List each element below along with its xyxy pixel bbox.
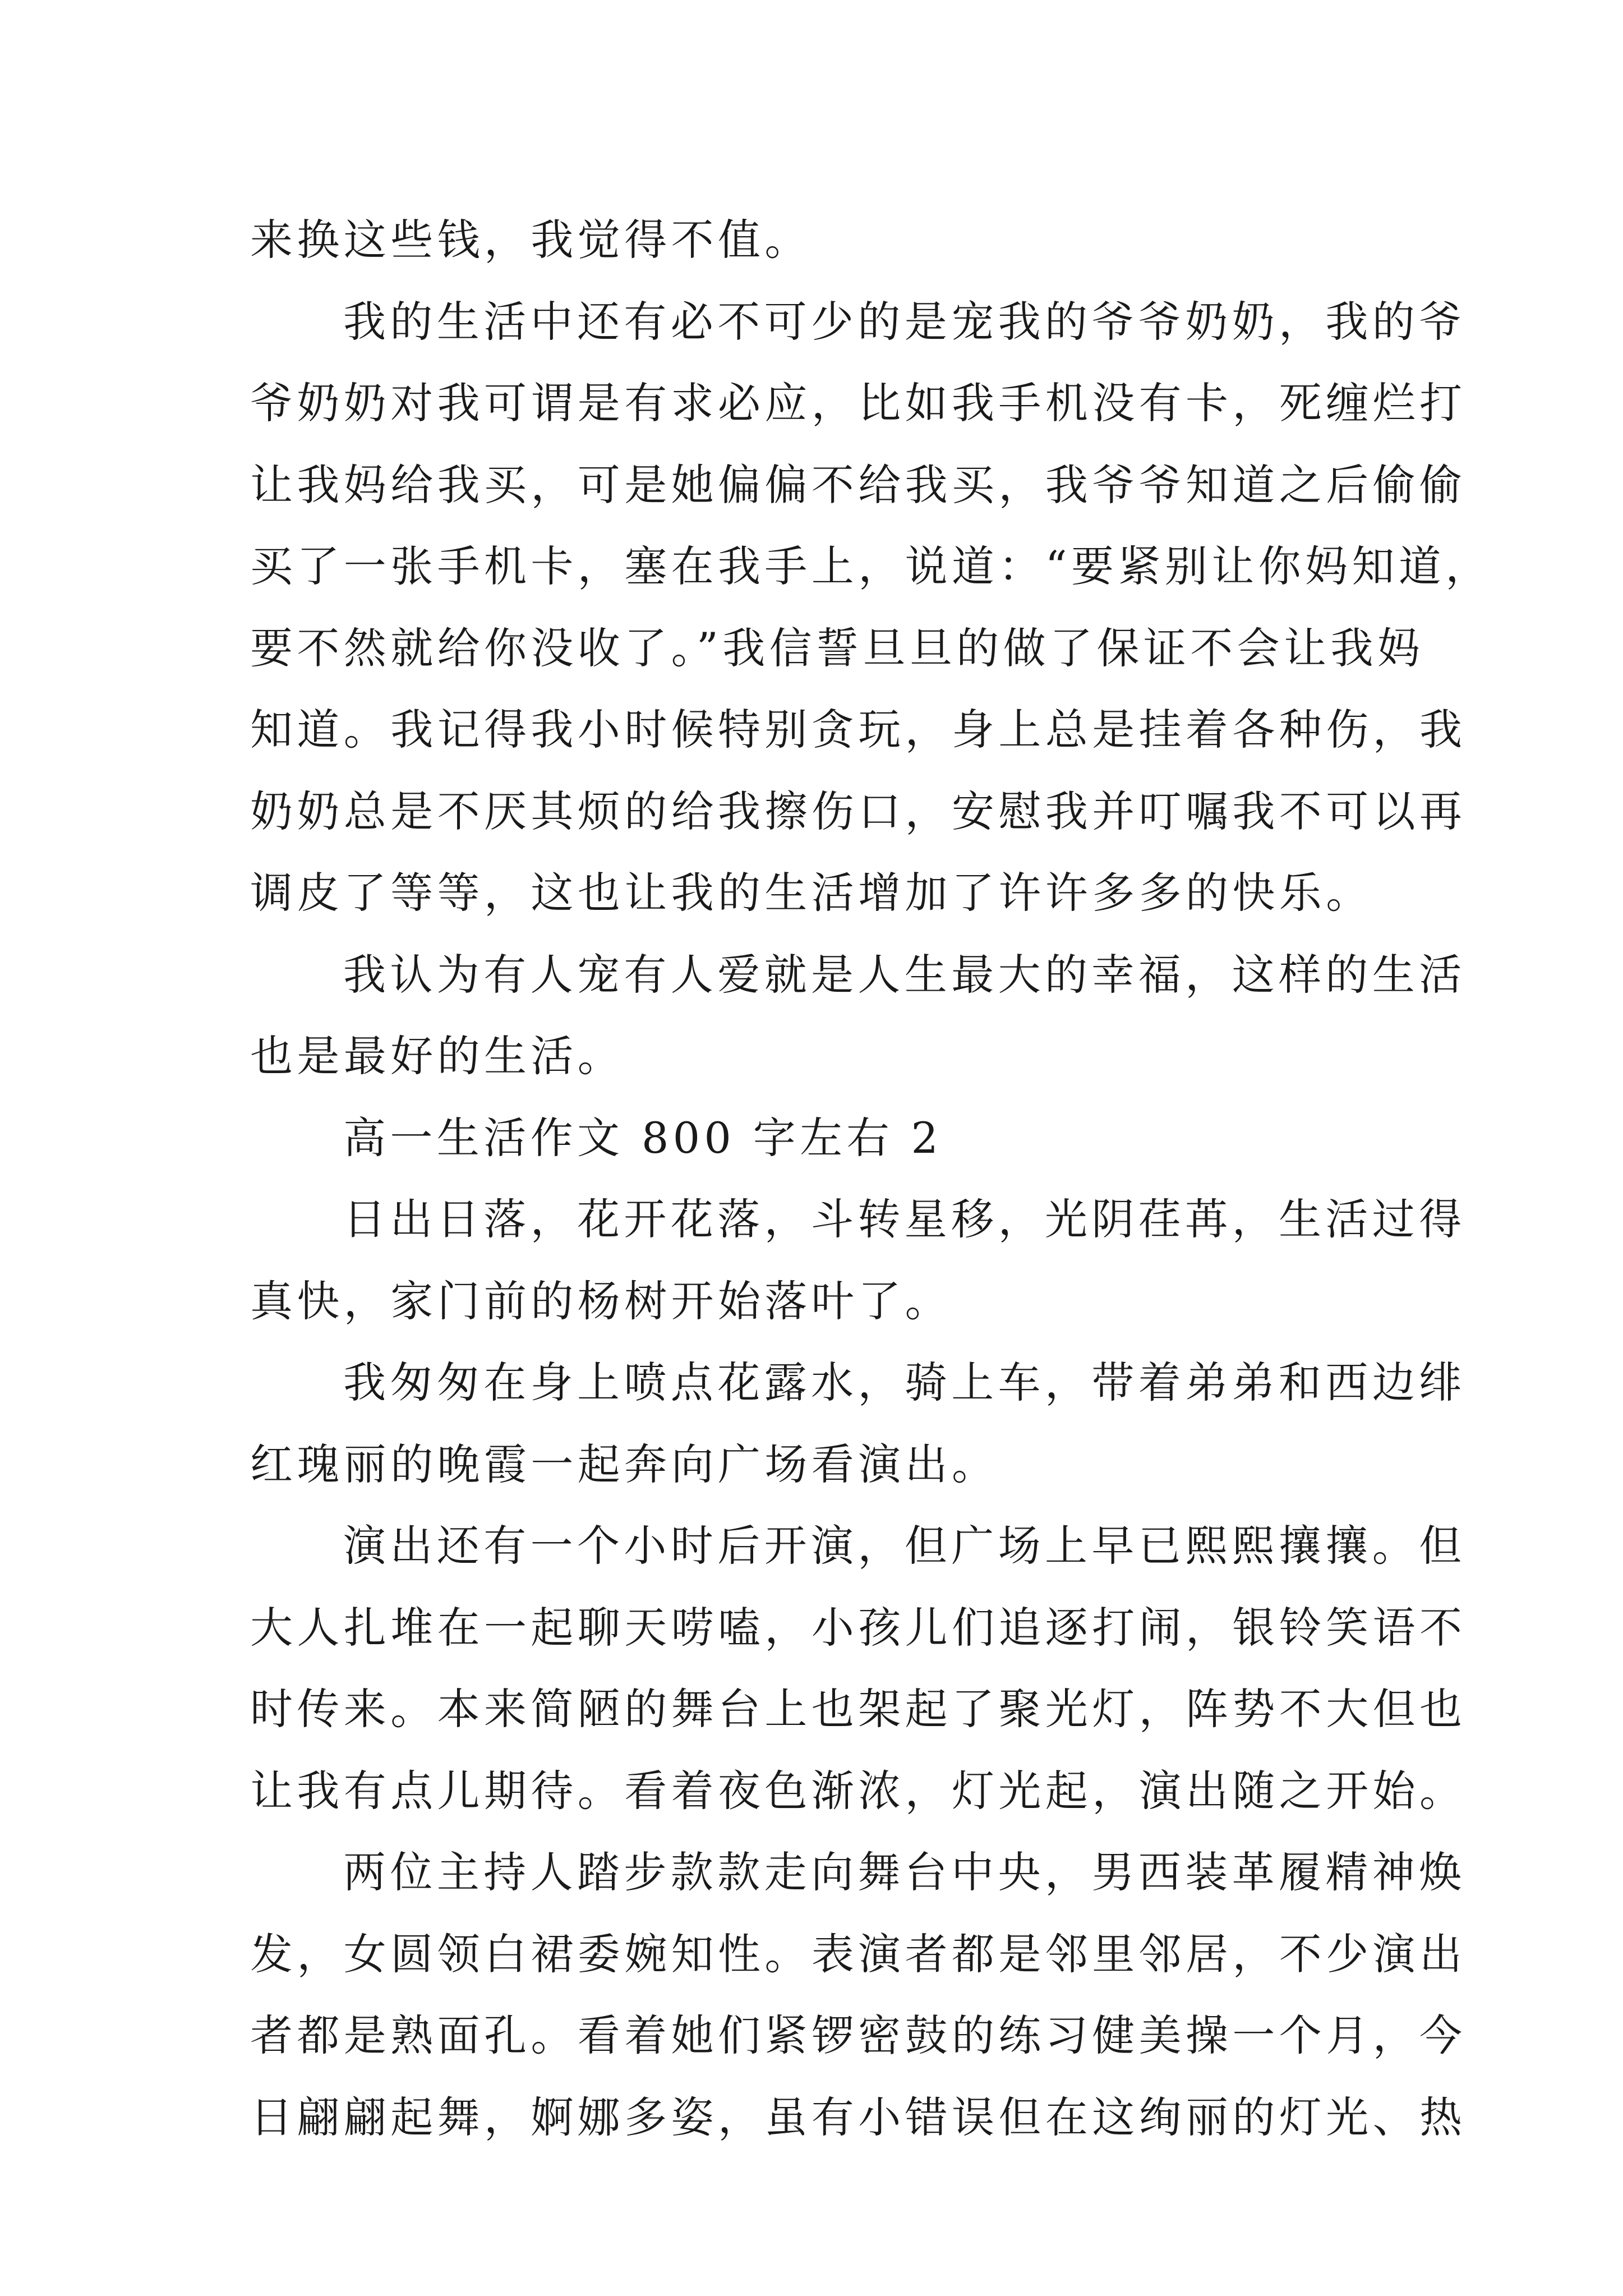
text-line: 红瑰丽的晚霞一起奔向广场看演出。 xyxy=(250,1439,999,1489)
text-line: 奶奶总是不厌其烦的给我擦伤口，安慰我并叮嘱我不可以再 xyxy=(250,786,1467,836)
text-line: 要不然就给你没收了。”我信誓旦旦的做了保证不会让我妈 xyxy=(250,623,1424,673)
text-line: 演出还有一个小时后开演，但广场上早已熙熙攘攘。但 xyxy=(343,1521,1466,1571)
text-line: 爷奶奶对我可谓是有求必应，比如我手机没有卡，死缠烂打 xyxy=(250,378,1467,428)
text-line: 日翩翩起舞，婀娜多姿，虽有小错误但在这绚丽的灯光、热 xyxy=(250,2092,1467,2142)
text-line: 时传来。本来简陋的舞台上也架起了聚光灯，阵势不大但也 xyxy=(250,1684,1467,1734)
text-line: 调皮了等等，这也让我的生活增加了许许多多的快乐。 xyxy=(250,868,1373,918)
text-line: 我的生活中还有必不可少的是宠我的爷爷奶奶，我的爷 xyxy=(343,296,1466,347)
text-line: 让我妈给我买，可是她偏偏不给我买，我爷爷知道之后偷偷 xyxy=(250,459,1467,510)
text-line: 日出日落，花开花落，斗转星移，光阴荏苒，生活过得 xyxy=(343,1194,1466,1244)
text-line: 大人扎堆在一起聊天唠嗑，小孩儿们追逐打闹，银铃笑语不 xyxy=(250,1602,1467,1653)
text-line: 让我有点儿期待。看着夜色渐浓，灯光起，演出随之开始。 xyxy=(250,1765,1467,1816)
text-line: 者都是熟面孔。看着她们紧锣密鼓的练习健美操一个月，今 xyxy=(250,2010,1467,2060)
text-line: 真快，家门前的杨树开始落叶了。 xyxy=(250,1276,952,1326)
document-body xyxy=(250,199,1492,2158)
section-heading: 高一生活作文 800 字左右 2 xyxy=(343,1112,943,1163)
text-line: 也是最好的生活。 xyxy=(250,1031,625,1081)
text-line: 来换这些钱，我觉得不值。 xyxy=(250,215,811,265)
text-line: 知道。我记得我小时候特别贪玩，身上总是挂着各种伤，我 xyxy=(250,705,1467,754)
text-line: 我匆匆在身上喷点花露水，骑上车，带着弟弟和西边绯 xyxy=(343,1358,1466,1407)
text-line: 发，女圆领白裙委婉知性。表演者都是邻里邻居，不少演出 xyxy=(250,1929,1467,1979)
text-line: 两位主持人踏步款款走向舞台中央，男西装革履精神焕 xyxy=(343,1847,1466,1897)
text-line: 买了一张手机卡，塞在我手上，说道：“要紧别让你妈知道， xyxy=(250,541,1492,591)
text-line: 我认为有人宠有人爱就是人生最大的幸福，这样的生活 xyxy=(343,949,1466,1000)
